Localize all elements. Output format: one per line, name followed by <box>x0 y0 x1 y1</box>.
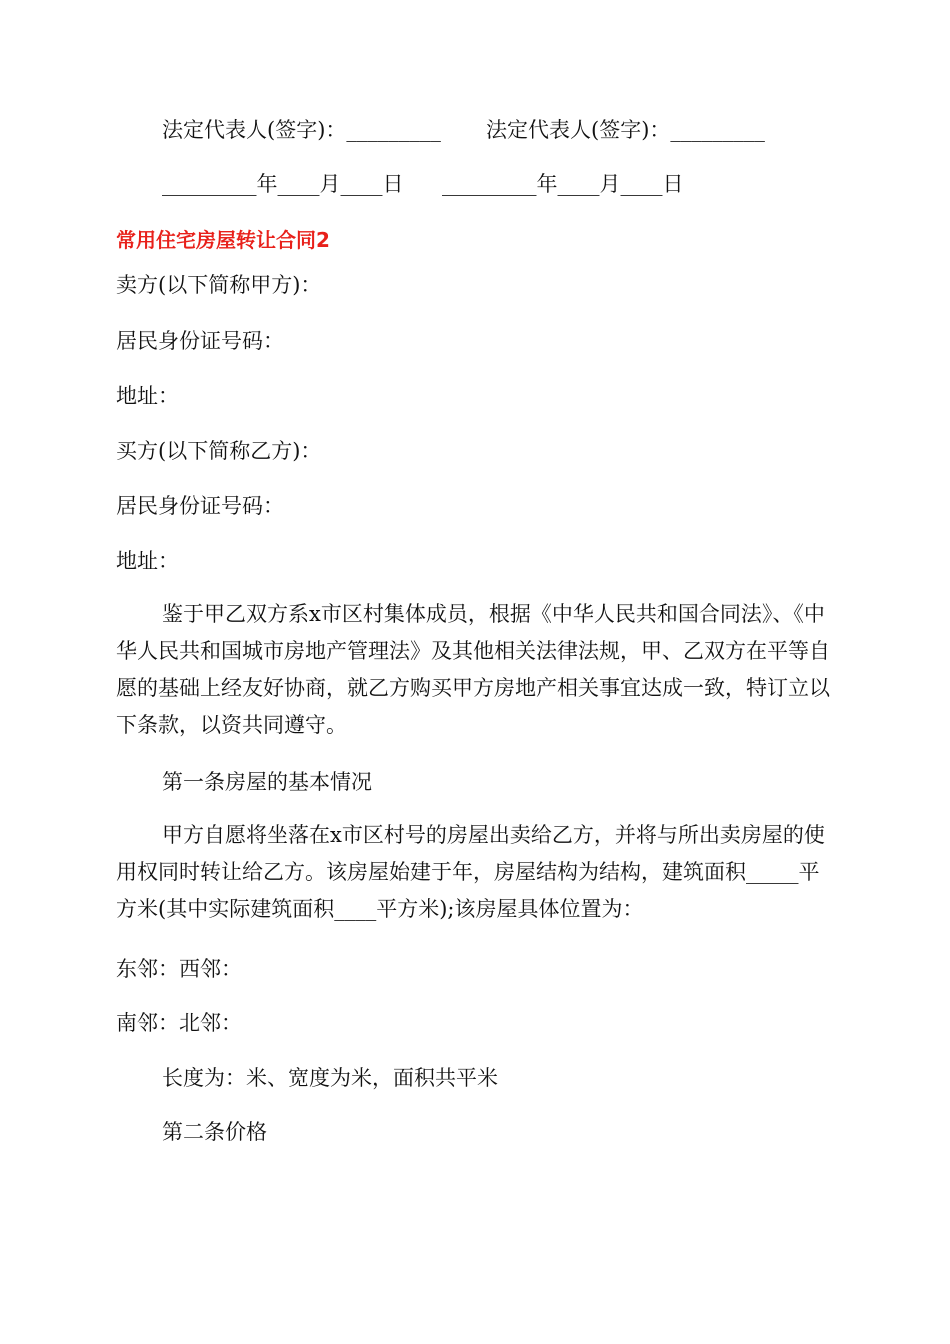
signature-date-left: _________年____月____日 <box>162 172 404 196</box>
signature-date-right: _________年____月____日 <box>442 172 684 196</box>
buyer-id-label: 居民身份证号码： <box>116 494 284 518</box>
seller-address-label: 地址： <box>116 384 179 408</box>
buyer-address-label: 地址： <box>116 549 179 573</box>
legal-rep-signature-left: 法定代表人(签字)：_________ <box>162 118 441 142</box>
section-title: 常用住宅房屋转让合同2 <box>116 228 330 252</box>
dimensions-line: 长度为：米、宽度为米，面积共平米 <box>162 1066 498 1090</box>
preamble-paragraph <box>116 596 836 744</box>
buyer-label: 买方(以下简称乙方)： <box>116 439 322 463</box>
legal-rep-signature-right: 法定代表人(签字)：_________ <box>486 118 765 142</box>
seller-label: 卖方(以下简称甲方)： <box>116 273 322 297</box>
seller-id-label: 居民身份证号码： <box>116 329 284 353</box>
article2-heading: 第二条价格 <box>162 1120 267 1144</box>
article1-heading: 第一条房屋的基本情况 <box>162 770 372 794</box>
neighbors-south-north: 南邻：北邻： <box>116 1011 242 1035</box>
article1-body: 甲方自愿将坐落在x市区村号的房屋出卖给乙方，并将与所出卖房屋的使用权同时转让给乙方。该房屋始建于年，房屋结构为结构，建筑面积_____平方米(其中实际建筑面积____平方米);该房屋具体位置为： <box>116 823 825 921</box>
article1-paragraph <box>116 817 836 928</box>
preamble-text: 鉴于甲乙双方系x市区村集体成员，根据《中华人民共和国合同法》、《中华人民共和国城市房地产管理法》及其他相关法律法规，甲、乙双方在平等自愿的基础上经友好协商，就乙方购买甲方房地产相关事宜达成一致，特订立以下条款，以资共同遵守。 <box>116 602 830 737</box>
neighbors-east-west: 东邻：西邻： <box>116 957 242 981</box>
